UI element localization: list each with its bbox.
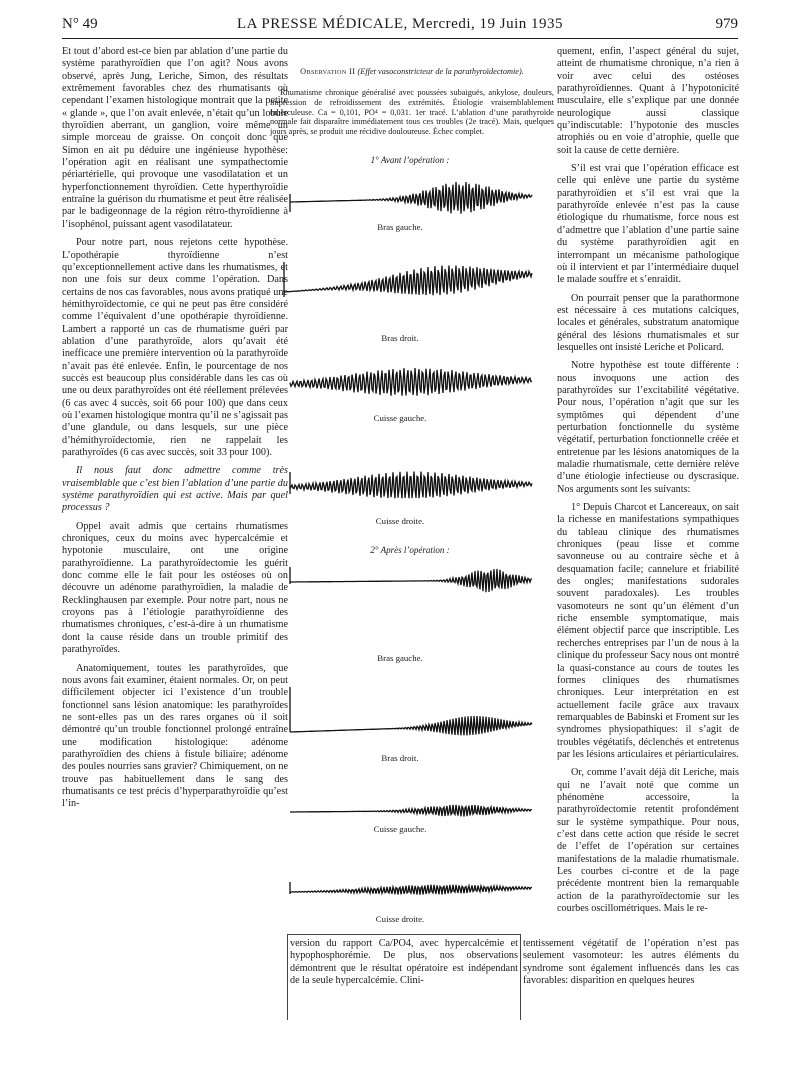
paragraph: Notre hypothèse est toute différente : nous invoquons une action des parathyroïdes sur l’excitabilité végétative. Pour nous, l’opération n’agit que sur les symptômes qui dépendent d’une perturbation fonctionnelle du système végétatif, perturbation fonctionnelle créée et entretenue par les lésions anatomiques de la maladie rhumatismale, cette dernière relève d’une étiologie infectieuse ou dyscrasique. Nos arguments sont les suivants: xyxy=(557,360,739,495)
observation-body: Rhumatisme chronique généralisé avec poussées subaiguës, ankylose, douleurs, impression de refroidissement des extrémités. Étiologie vraisemblablement tuberculeuse. Ca = 0,101, PO⁴ = 0,031. 1er tracé. L’ablation d’une parathyroïde normale fait disparaître immédiatement tous ces troubles (2e tracé). Mais, quelques jours après, se produit une récidive douloureuse. Échec complet. xyxy=(270,88,554,137)
paragraph: Il nous faut donc admettre comme très vraisemblable que c’est bien l’ablation d’une partie du système parathyroïdien qui est active. Mais par quel processus ? xyxy=(62,465,288,514)
caption-bras-gauche-2: Bras gauche. xyxy=(377,653,423,663)
page-number: 979 xyxy=(715,16,738,32)
left-column xyxy=(62,46,288,817)
after-operation-label: 2° Après l’opération : xyxy=(370,545,450,555)
tracing-before-bras-gauche xyxy=(290,182,532,214)
tracing-after-bras-droit xyxy=(290,716,532,735)
paragraph: Anatomiquement, toutes les parathyroïdes, que nous avons fait examiner, étaient normales. Or, on peut difficilement objecter ici l’existence d’un trouble fonctionnel sans lésion anatomique: les parathyroïdes ne sont-elles pas un des rares organes où il soit démontré qu’un trouble fonctionnel prolongé entraîne une modification histologique: adénome parathyroïdien des chiens à fistule biliaire; adénome des poules nourries sans gravier? Chimiquement, on ne trouve pas habituellement dans le sang des rhumatisants ce test précis d’hyperparathyroïdie qu’est l’in- xyxy=(62,662,288,810)
oscillometric-tracings xyxy=(270,172,550,932)
middle-bottom-text: version du rapport Ca/PO4, avec hypercalcémie et hypophosphorémie. De plus, nos observations démontrent que le résultat opératoire est indépendant de la seule hypercalcémie. Clini- xyxy=(290,938,518,987)
tracing-before-cuisse-gauche xyxy=(290,368,532,396)
right-column xyxy=(557,46,739,921)
right-bottom-text: tentissement végétatif de l’opération n’est pas seulement vasomoteur: les autres éléments du syndrome sont également influencés dans les cas favorables: disparition en quelques heures xyxy=(523,938,739,987)
caption-cuisse-gauche-2: Cuisse gauche. xyxy=(373,824,427,834)
journal-title: LA PRESSE MÉDICALE, Mercredi, 19 Juin 1935 xyxy=(237,16,563,32)
caption-bras-droit: Bras droit. xyxy=(381,333,419,343)
observation-title: Observation II (Effet vasoconstricteur de la parathyroïdectomie). xyxy=(300,67,524,76)
tracing-before-bras-droit xyxy=(284,266,532,296)
paragraph: quement, enfin, l’aspect général du sujet, atteint de rhumatisme chronique, n’a rien à voir avec celui des ostéoses parathyroïdiennes. Quant à l’hypotonicité musculaire, elle s’explique par une donnée neurologique aussi classique qu’indiscutable: l’hypotonie des muscles atrophiés ou en voie d’atrophie, quelle que soit la cause de cette dernière. xyxy=(557,46,739,156)
issue-number: N° 49 xyxy=(62,16,98,32)
paragraph: Oppel avait admis que certains rhumatismes chroniques, ceux du moins avec hypercalcémie et hypotonie musculaire, ont une origine parathyroïdienne. La parathyroïdectomie les guérit donc comme elle le fait pour les ostéoses où on découvre un adénome parathyroïdien, la maladie de Recklinghausen par exemple. Pour notre part, nous ne croyons pas à l’étiologie parathyroïdienne des rhumatismes chroniques, c’est-à-dire à un rhumatisme dont la cause réside dans un trouble primitif des parathyroïdes. xyxy=(62,520,288,656)
caption-bras-droit-2: Bras droit. xyxy=(381,753,419,763)
before-operation-label: 1° Avant l’opération : xyxy=(370,155,450,165)
caption-cuisse-gauche: Cuisse gauche. xyxy=(373,413,427,423)
observation-block xyxy=(270,66,554,137)
caption-cuisse-droite-2: Cuisse droite. xyxy=(375,914,425,924)
paragraph: 1° Depuis Charcot et Lancereaux, on sait la richesse en manifestations sympathiques du tableau clinique des rhumatismes chroniques (peau lisse et comme savonneuse ou au contraire sèche et à desquamation facile; cannelure et friabilité des ongles; manifestations sudorales souvent paradoxales). Les troubles vasomoteurs ne sont qu’un élément d’un riche ensemble symptomatique, mais élément objectif parce que inscriptible. Les recherches entreprises par l’un de nous à la clinique du professeur Sacy nous ont montré la quasi-constance au cours de toutes les formes cliniques des rhumatismes chroniques. Leur interprétation en est actuellement facile grâce aux travaux remarquables de Babinski et Froment sur les syndromes physiopathiques: il s’agit de troubles végétatifs, déclenchés et entretenus par les lésions articulaires et périarticulaires. xyxy=(557,502,739,760)
paragraph: Et tout d’abord est-ce bien par ablation d’une partie du système parathyroïdien que l’on agit? Nous avons observé, après Jung, Leriche, Simon, des résultats extrêmement favorables chez des rhumatisants où cependant l’examen histologique montrait que la petite « glande », que l’on avait enlevée, n’était qu’un lobule thyroïdien aberrant, un ganglion, voire même un simple morceau de graisse. On conçoit donc que Simon en ait pu déduire une ingénieuse hypothèse: l’opération agit en réalisant une sympathectomie périartérielle, qui provoque une vasodilatation et un hyperfonctionnement thyroïdien. Cette hyperthyroïdie entraîne la guérison du rhumatisme et peut être réalisée par le badigeonnage de la région rétro-thyroïdienne à l’isophénol, puissant agent vasodilatateur. xyxy=(62,46,288,230)
tracing-before-cuisse-droite xyxy=(290,472,532,499)
column-rule xyxy=(520,934,521,1020)
column-rule xyxy=(287,934,288,1020)
tracing-after-cuisse-droite xyxy=(290,885,532,895)
figure-rule xyxy=(287,934,520,935)
paragraph: Pour notre part, nous rejetons cette hypothèse. L’opothérapie thyroïdienne n’est qu’exceptionnellement active dans les rhumatismes, et non une fois sur deux comme l’opération. Dans certains de nos cas favorables, nous avons pratiqué une hémithyroïdectomie, ce qui ne peut pas être considéré comme l’équivalent d’une opothérapie thyroïdienne. Lambert a rapporté un cas de rhumatisme guéri par ablation d’une parathyroïde, alors qu’avait été inefficace une première intervention où la parathyroïde n’avait pas été enlevée. Enfin, le pourcentage de nos succès est beaucoup plus considérable dans les cas où une ou deux parathyroïdes ont été réellement prélevées (6 cas avec 4 succès, soit 66 pour 100) que dans ceux où l’examen histologique montra qu’il ne s’agissait pas d’une glandule, ou dans lesquels, sur une pièce d’hémithyroïdectomie, rien ne rappelait les parathyroïdes (6 cas avec succès, soit 33 pour 100). xyxy=(62,237,288,458)
paragraph: On pourrait penser que la parathormone est nécessaire à ces mutations calciques, locales et générales, substratum anatomique général des lésions rhumatismales et sur lesquelles ont insisté Leriche et Policard. xyxy=(557,292,739,353)
paragraph: Or, comme l’avait déjà dit Leriche, mais qui ne l’avait noté que comme un phénomène accessoire, la parathyroïdectomie retentit profondément sur le système sympathique. Pour nous, c’est dans cette action que réside le secret de l’effet de l’opération sur certaines manifestations de la maladie rhumatismale. Les courbes ci-contre et de la page précédente montrent bien la remarquable action de la parathyroïdectomie sur les courbes oscillométriques. Mais le re- xyxy=(557,767,739,915)
caption-cuisse-droite: Cuisse droite. xyxy=(375,516,425,526)
page-header xyxy=(62,14,738,39)
caption-bras-gauche: Bras gauche. xyxy=(377,222,423,232)
tracing-after-cuisse-gauche xyxy=(290,805,532,817)
paragraph: S’il est vrai que l’opération efficace est celle qui enlève une partie du système parathyroïdien et s’il est vrai que la parathyroïde enlevée n’est pas la cause étiologique du rhumatisme, force nous est d’admettre que l’ablation d’une partie saine du système parathyroïdien agit en interrompant un mécanisme pathologique où il intervient et par l’intermédiaire duquel le malade souffre et s’enraidit. xyxy=(557,163,739,286)
tracing-after-bras-gauche xyxy=(290,569,532,592)
